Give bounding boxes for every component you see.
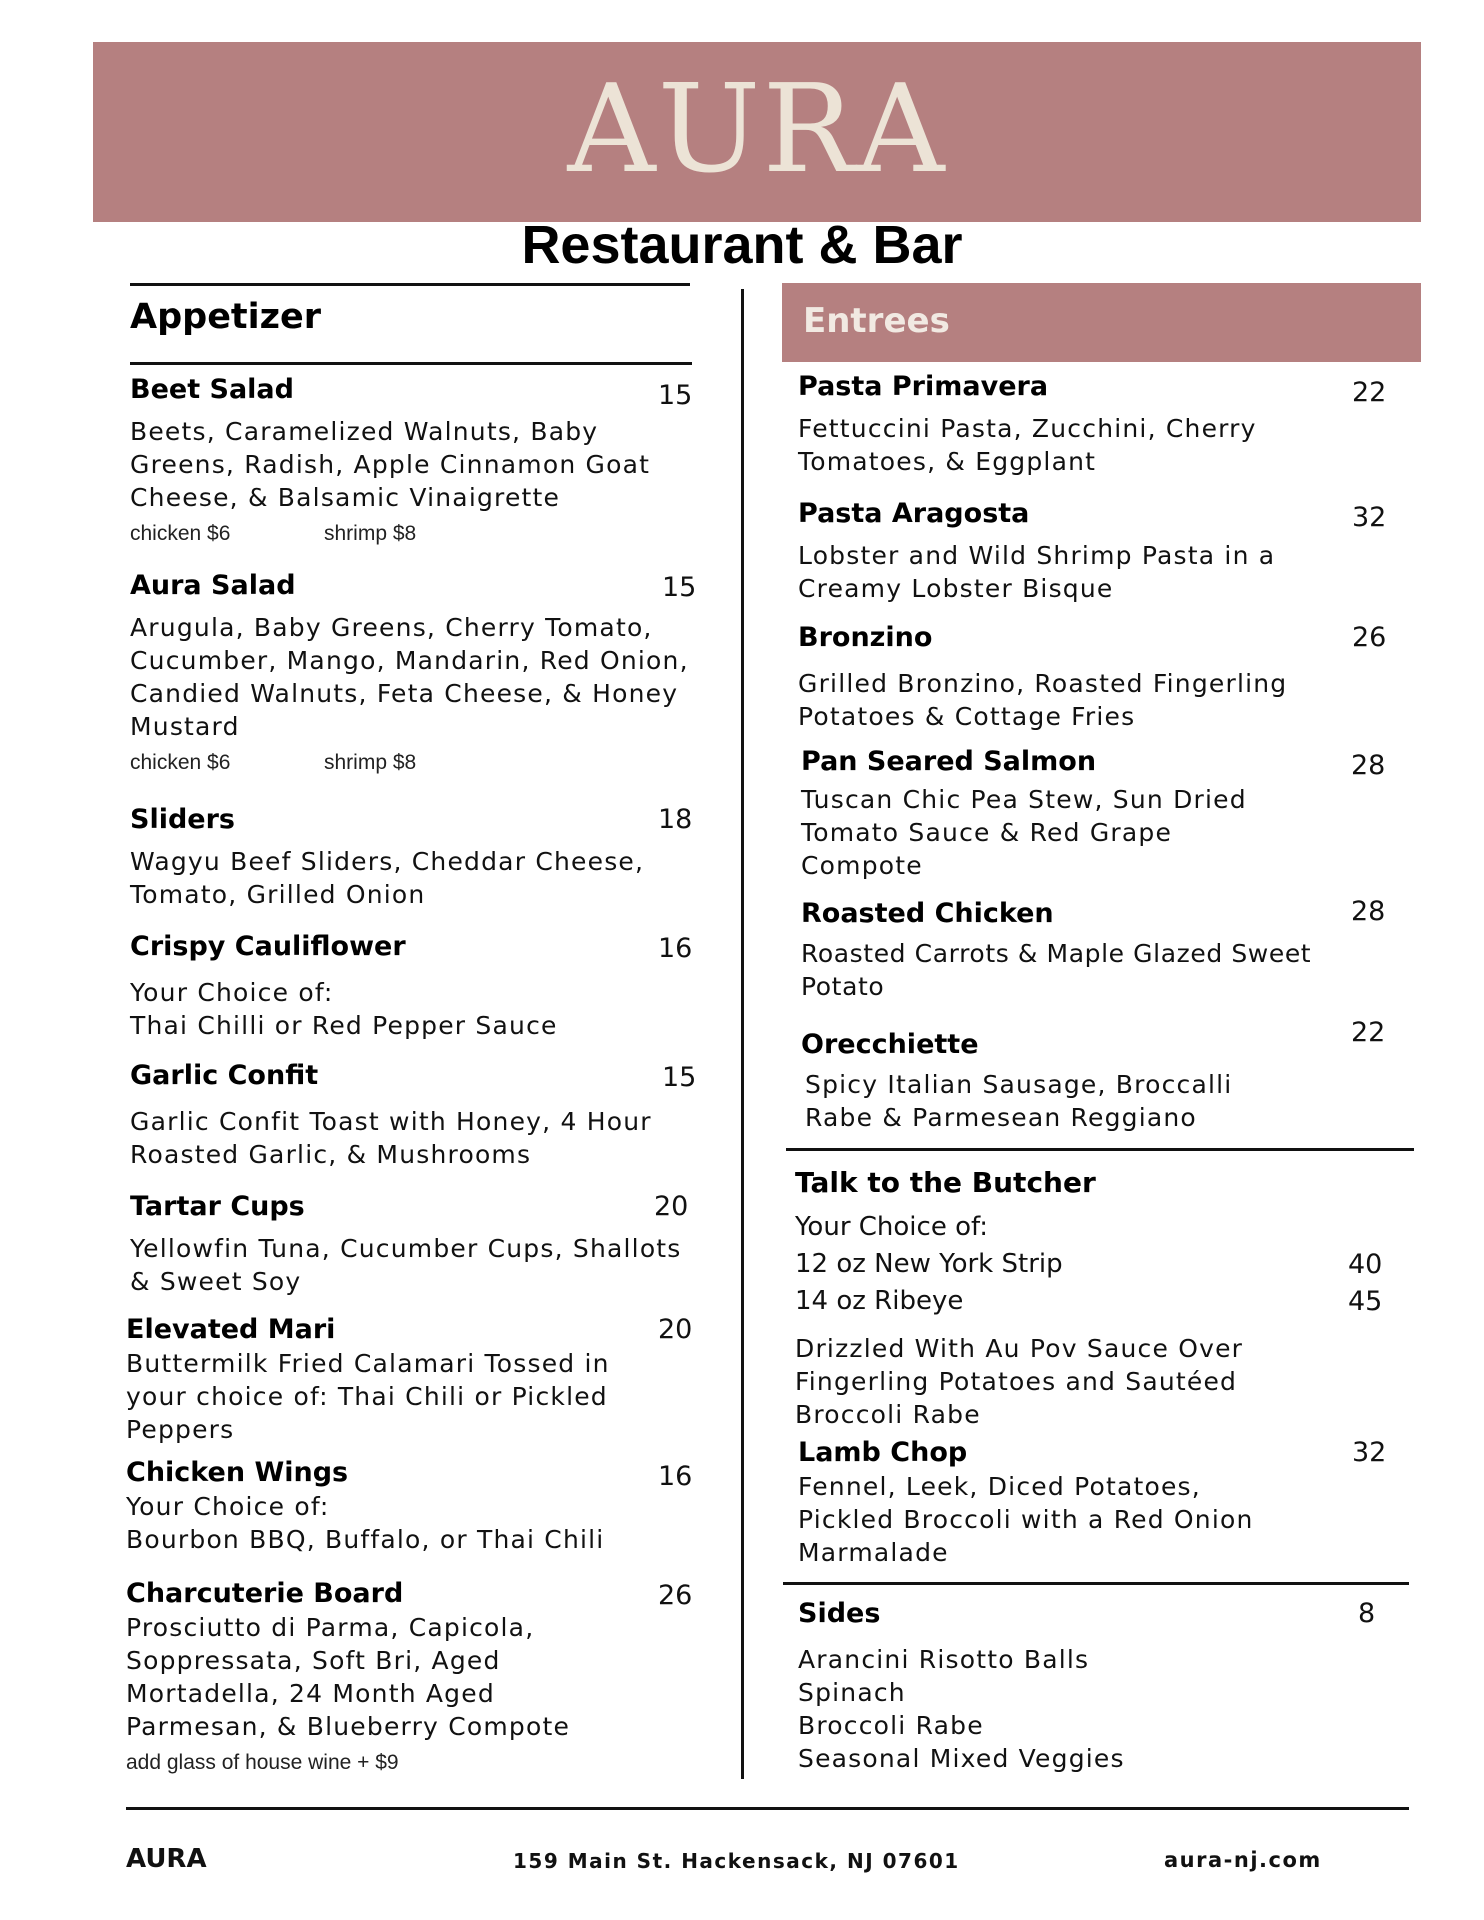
cut-ny-strip: 12 oz New York Strip xyxy=(795,1249,1063,1279)
menu-item xyxy=(130,804,693,911)
item-description: Spicy Italian Sausage, Broccalli Rabe & Parmesean Reggiano xyxy=(805,1070,1233,1132)
addon-shrimp: shrimp $8 xyxy=(324,751,417,774)
side-item: Seasonal Mixed Veggies xyxy=(798,1744,1125,1773)
menu-item xyxy=(798,371,1398,478)
item-description: Arugula, Baby Greens, Cherry Tomato, Cucumber, Mango, Mandarin, Red Onion, Candied Walnuts, Feta Cheese, & Honey Mustard xyxy=(130,613,689,741)
item-description: Grilled Bronzino, Roasted Fingerling Potatoes & Cottage Fries xyxy=(798,669,1288,731)
choice-label: Your Choice of: xyxy=(126,1492,330,1521)
item-addons xyxy=(130,522,690,546)
choice-options: Bourbon BBQ, Buffalo, or Thai Chili xyxy=(126,1525,605,1554)
menu-item xyxy=(798,622,1398,733)
appetizer-top-rule xyxy=(130,283,690,286)
item-price: 22 xyxy=(1351,1017,1386,1048)
item-description: Fennel, Leek, Diced Potatoes, Pickled Broccoli with a Red Onion Marmalade xyxy=(798,1472,1254,1567)
butcher-top-rule xyxy=(786,1148,1414,1151)
item-price: 28 xyxy=(1351,750,1386,781)
item-price: 20 xyxy=(654,1191,689,1222)
appetizer-title: Appetizer xyxy=(130,297,322,337)
item-name: Bronzino xyxy=(798,622,933,653)
item-description: Wagyu Beef Sliders, Cheddar Cheese, Tomato, Grilled Onion xyxy=(130,847,645,909)
item-name: Chicken Wings xyxy=(126,1457,349,1488)
item-description: Garlic Confit Toast with Honey, 4 Hour Roasted Garlic, & Mushrooms xyxy=(130,1107,652,1169)
choice-label: Your Choice of: xyxy=(130,978,334,1007)
addon-chicken: chicken $6 xyxy=(130,522,231,545)
item-price: 28 xyxy=(1351,896,1386,927)
butcher-title: Talk to the Butcher xyxy=(795,1166,1096,1199)
item-price: 32 xyxy=(1352,502,1387,533)
sides-section xyxy=(798,1598,1398,1775)
item-description: Buttermilk Fried Calamari Tossed in your choice of: Thai Chili or Pickled Peppers xyxy=(126,1349,610,1444)
item-price: 22 xyxy=(1352,377,1387,408)
menu-item xyxy=(801,898,1401,1003)
item-description xyxy=(130,976,690,1042)
item-name: Orecchiette xyxy=(801,1029,979,1060)
cut-ribeye: 14 oz Ribeye xyxy=(795,1286,964,1316)
item-name: Roasted Chicken xyxy=(801,898,1054,929)
item-name: Pan Seared Salmon xyxy=(801,746,1097,777)
item-description: Lobster and Wild Shrimp Pasta in a Creamy Lobster Bisque xyxy=(798,541,1276,603)
sides-price: 8 xyxy=(1358,1598,1376,1629)
menu-item xyxy=(130,374,693,546)
item-price: 16 xyxy=(658,933,693,964)
item-price: 26 xyxy=(658,1580,693,1611)
item-addons xyxy=(130,751,690,775)
cut-ribeye-price: 45 xyxy=(1348,1286,1383,1317)
brand-logo: AURA xyxy=(567,58,947,200)
item-name: Tartar Cups xyxy=(130,1191,305,1222)
item-description: Beets, Caramelized Walnuts, Baby Greens, Radish, Apple Cinnamon Goat Cheese, & Balsamic Vinaigrette xyxy=(130,417,651,512)
butcher-section xyxy=(795,1166,1415,1431)
menu-item xyxy=(126,1578,693,1775)
item-name: Garlic Confit xyxy=(130,1060,319,1091)
item-name: Beet Salad xyxy=(130,374,294,405)
column-divider xyxy=(741,289,744,1779)
menu-item xyxy=(126,1457,693,1556)
item-price: 15 xyxy=(662,1062,697,1093)
item-name: Sliders xyxy=(130,804,235,835)
choice-options: Thai Chilli or Red Pepper Sauce xyxy=(130,1011,558,1040)
menu-item xyxy=(130,570,697,775)
sides-top-rule xyxy=(783,1582,1409,1585)
item-name: Elevated Mari xyxy=(126,1314,336,1345)
appetizer-bottom-rule xyxy=(130,362,692,365)
item-description: Roasted Carrots & Maple Glazed Sweet Potato xyxy=(801,939,1312,1001)
item-price: 18 xyxy=(658,804,693,835)
footer-brand: AURA xyxy=(126,1844,207,1874)
item-price: 16 xyxy=(658,1461,693,1492)
sides-title: Sides xyxy=(798,1598,881,1629)
entrees-title: Entrees xyxy=(803,301,950,341)
addon-shrimp: shrimp $8 xyxy=(324,522,417,545)
item-name: Aura Salad xyxy=(130,570,296,601)
sides-list xyxy=(798,1643,1398,1775)
menu-item xyxy=(798,498,1398,605)
item-name: Pasta Aragosta xyxy=(798,498,1030,529)
side-item: Spinach xyxy=(798,1678,906,1707)
item-price: 26 xyxy=(1352,622,1387,653)
menu-item xyxy=(130,1060,697,1171)
item-description: Fettuccini Pasta, Zucchini, Cherry Tomatoes, & Eggplant xyxy=(798,414,1257,476)
footer-website: aura-nj.com xyxy=(1164,1848,1322,1872)
menu-item xyxy=(801,746,1401,882)
item-price: 15 xyxy=(658,380,693,411)
butcher-choice-label: Your Choice of: xyxy=(795,1212,988,1242)
item-price: 15 xyxy=(662,572,697,603)
wine-addon: add glass of house wine + $9 xyxy=(126,1751,399,1774)
item-name: Pasta Primavera xyxy=(798,371,1049,402)
butcher-description: Drizzled With Au Pov Sauce Over Fingerling Potatoes and Sautéed Broccoli Rabe xyxy=(795,1334,1244,1429)
item-description: Tuscan Chic Pea Stew, Sun Dried Tomato Sauce & Red Grape Compote xyxy=(801,785,1247,880)
menu-item xyxy=(801,1017,1401,1134)
side-item: Arancini Risotto Balls xyxy=(798,1645,1090,1674)
item-description xyxy=(126,1490,686,1556)
butcher-cuts xyxy=(795,1246,1415,1320)
item-price: 32 xyxy=(1352,1437,1387,1468)
item-name: Lamb Chop xyxy=(798,1437,968,1468)
menu-item xyxy=(130,931,693,1042)
menu-item xyxy=(126,1314,693,1446)
cut-ny-strip-price: 40 xyxy=(1348,1249,1383,1280)
addon-chicken: chicken $6 xyxy=(130,751,231,774)
footer-address: 159 Main St. Hackensack, NJ 07601 xyxy=(513,1849,960,1873)
item-price: 20 xyxy=(658,1314,693,1345)
item-description: Prosciutto di Parma, Capicola, Soppressata, Soft Bri, Aged Mortadella, 24 Month Aged Parmesan, & Blueberry Compote xyxy=(126,1613,571,1741)
item-name: Charcuterie Board xyxy=(126,1578,404,1609)
page-subtitle: Restaurant & Bar xyxy=(521,215,963,275)
item-description: Yellowfin Tuna, Cucumber Cups, Shallots & Sweet Soy xyxy=(130,1234,682,1296)
menu-item xyxy=(130,1191,690,1298)
footer-rule xyxy=(126,1807,1409,1810)
menu-item xyxy=(798,1437,1398,1569)
side-item: Broccoli Rabe xyxy=(798,1711,984,1740)
item-name: Crispy Cauliflower xyxy=(130,931,406,962)
